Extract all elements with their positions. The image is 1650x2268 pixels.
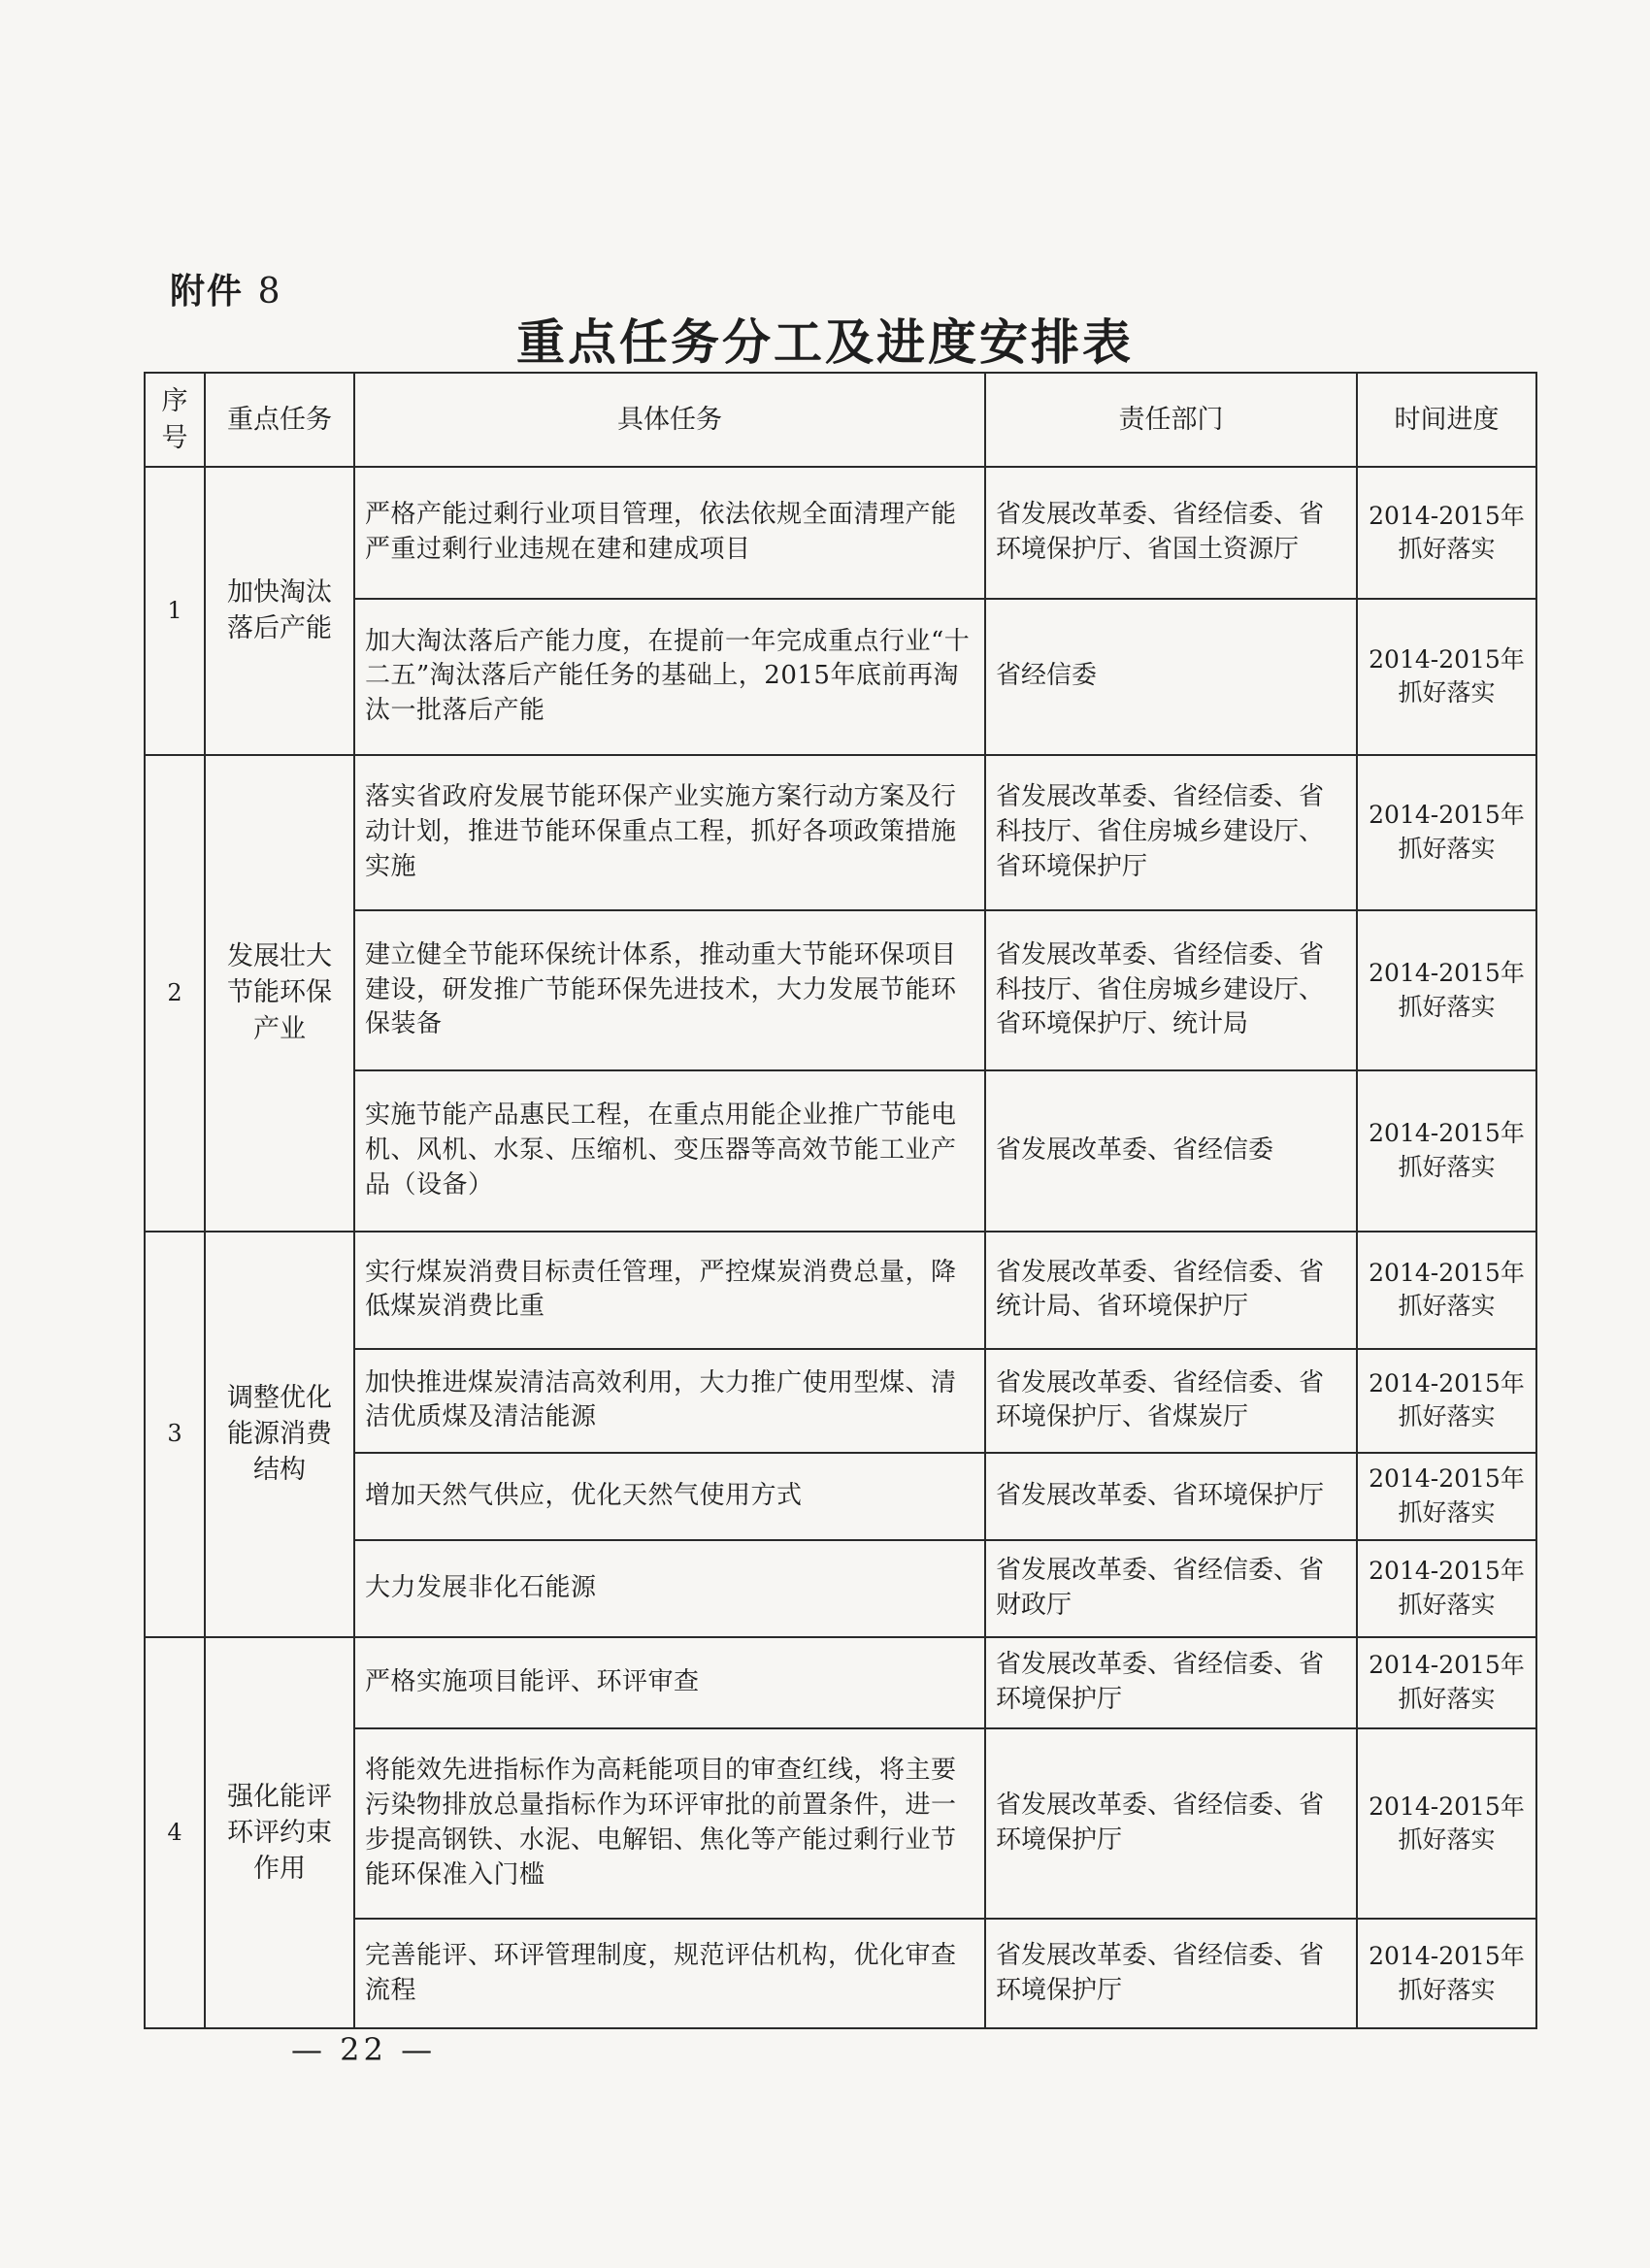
table-row <box>145 1637 1536 1728</box>
task-detail: 建立健全节能环保统计体系，推动重大节能环保项目建设，研发推广节能环保先进技术，大力发展节能环保装备 <box>354 910 985 1070</box>
schedule: 2014-2015年抓好落实 <box>1357 755 1536 911</box>
attachment-word: 附件 <box>170 272 245 312</box>
schedule: 2014-2015年抓好落实 <box>1357 599 1536 755</box>
task-detail: 增加天然气供应，优化天然气使用方式 <box>354 1453 985 1540</box>
table-row <box>145 755 1536 911</box>
table-row <box>145 1232 1536 1350</box>
schedule: 2014-2015年抓好落实 <box>1357 1919 1536 2028</box>
task-detail: 加大淘汰落后产能力度，在提前一年完成重点行业“十二五”淘汰落后产能任务的基础上，2015年底前再淘汰一批落后产能 <box>354 599 985 755</box>
task-detail: 加快推进煤炭清洁高效利用，大力推广使用型煤、清洁优质煤及清洁能源 <box>354 1349 985 1452</box>
responsible-department: 省发展改革委、省经信委、省环境保护厅 <box>985 1919 1357 2028</box>
column-header-detail: 具体任务 <box>354 373 985 467</box>
responsible-department: 省发展改革委、省环境保护厅 <box>985 1453 1357 1540</box>
table-row <box>145 1540 1536 1637</box>
schedule: 2014-2015年抓好落实 <box>1357 1728 1536 1919</box>
page-number: — 22 — <box>291 2031 437 2068</box>
table-row <box>145 1453 1536 1540</box>
responsible-department: 省经信委 <box>985 599 1357 755</box>
table-row <box>145 599 1536 755</box>
responsible-department: 省发展改革委、省经信委、省环境保护厅、省煤炭厅 <box>985 1349 1357 1452</box>
group-seq: 4 <box>145 1637 205 2028</box>
page-title: 重点任务分工及进度安排表 <box>516 314 1134 371</box>
table-header-row <box>145 373 1536 467</box>
task-detail: 大力发展非化石能源 <box>354 1540 985 1637</box>
table-row <box>145 1728 1536 1919</box>
schedule: 2014-2015年抓好落实 <box>1357 1232 1536 1350</box>
column-header-seq: 序号 <box>145 373 205 467</box>
table-row <box>145 1919 1536 2028</box>
attachment-number: 8 <box>257 272 282 312</box>
table-row <box>145 1349 1536 1452</box>
task-table <box>144 372 1537 2029</box>
responsible-department: 省发展改革委、省经信委、省环境保护厅 <box>985 1728 1357 1919</box>
task-detail: 实施节能产品惠民工程，在重点用能企业推广节能电机、风机、水泵、压缩机、变压器等高效节能工业产品（设备） <box>354 1070 985 1232</box>
schedule: 2014-2015年抓好落实 <box>1357 1453 1536 1540</box>
task-detail: 实行煤炭消费目标责任管理，严控煤炭消费总量，降低煤炭消费比重 <box>354 1232 985 1350</box>
task-detail: 落实省政府发展节能环保产业实施方案行动方案及行动计划，推进节能环保重点工程，抓好各项政策措施实施 <box>354 755 985 911</box>
responsible-department: 省发展改革委、省经信委、省科技厅、省住房城乡建设厅、省环境保护厅、统计局 <box>985 910 1357 1070</box>
schedule: 2014-2015年抓好落实 <box>1357 1637 1536 1728</box>
responsible-department: 省发展改革委、省经信委、省环境保护厅、省国土资源厅 <box>985 467 1357 599</box>
table-row <box>145 1070 1536 1232</box>
task-detail: 严格产能过剩行业项目管理，依法依规全面清理产能严重过剩行业违规在建和建成项目 <box>354 467 985 599</box>
table-row <box>145 467 1536 599</box>
key-task: 加快淘汰落后产能 <box>205 467 354 755</box>
column-header-key-task: 重点任务 <box>205 373 354 467</box>
table-row <box>145 910 1536 1070</box>
column-header-department: 责任部门 <box>985 373 1357 467</box>
schedule: 2014-2015年抓好落实 <box>1357 1070 1536 1232</box>
group-seq: 2 <box>145 755 205 1232</box>
task-detail: 严格实施项目能评、环评审查 <box>354 1637 985 1728</box>
task-detail: 完善能评、环评管理制度，规范评估机构，优化审查流程 <box>354 1919 985 2028</box>
key-task: 调整优化能源消费结构 <box>205 1232 354 1637</box>
responsible-department: 省发展改革委、省经信委、省统计局、省环境保护厅 <box>985 1232 1357 1350</box>
responsible-department: 省发展改革委、省经信委、省财政厅 <box>985 1540 1357 1637</box>
schedule: 2014-2015年抓好落实 <box>1357 910 1536 1070</box>
responsible-department: 省发展改革委、省经信委 <box>985 1070 1357 1232</box>
key-task: 发展壮大节能环保产业 <box>205 755 354 1232</box>
schedule: 2014-2015年抓好落实 <box>1357 1349 1536 1452</box>
schedule: 2014-2015年抓好落实 <box>1357 1540 1536 1637</box>
column-header-schedule: 时间进度 <box>1357 373 1536 467</box>
key-task: 强化能评环评约束作用 <box>205 1637 354 2028</box>
group-seq: 1 <box>145 467 205 755</box>
responsible-department: 省发展改革委、省经信委、省环境保护厅 <box>985 1637 1357 1728</box>
schedule: 2014-2015年抓好落实 <box>1357 467 1536 599</box>
task-detail: 将能效先进指标作为高耗能项目的审查红线，将主要污染物排放总量指标作为环评审批的前置条件，进一步提高钢铁、水泥、电解铝、焦化等产能过剩行业节能环保准入门槛 <box>354 1728 985 1919</box>
responsible-department: 省发展改革委、省经信委、省科技厅、省住房城乡建设厅、省环境保护厅 <box>985 755 1357 911</box>
group-seq: 3 <box>145 1232 205 1637</box>
